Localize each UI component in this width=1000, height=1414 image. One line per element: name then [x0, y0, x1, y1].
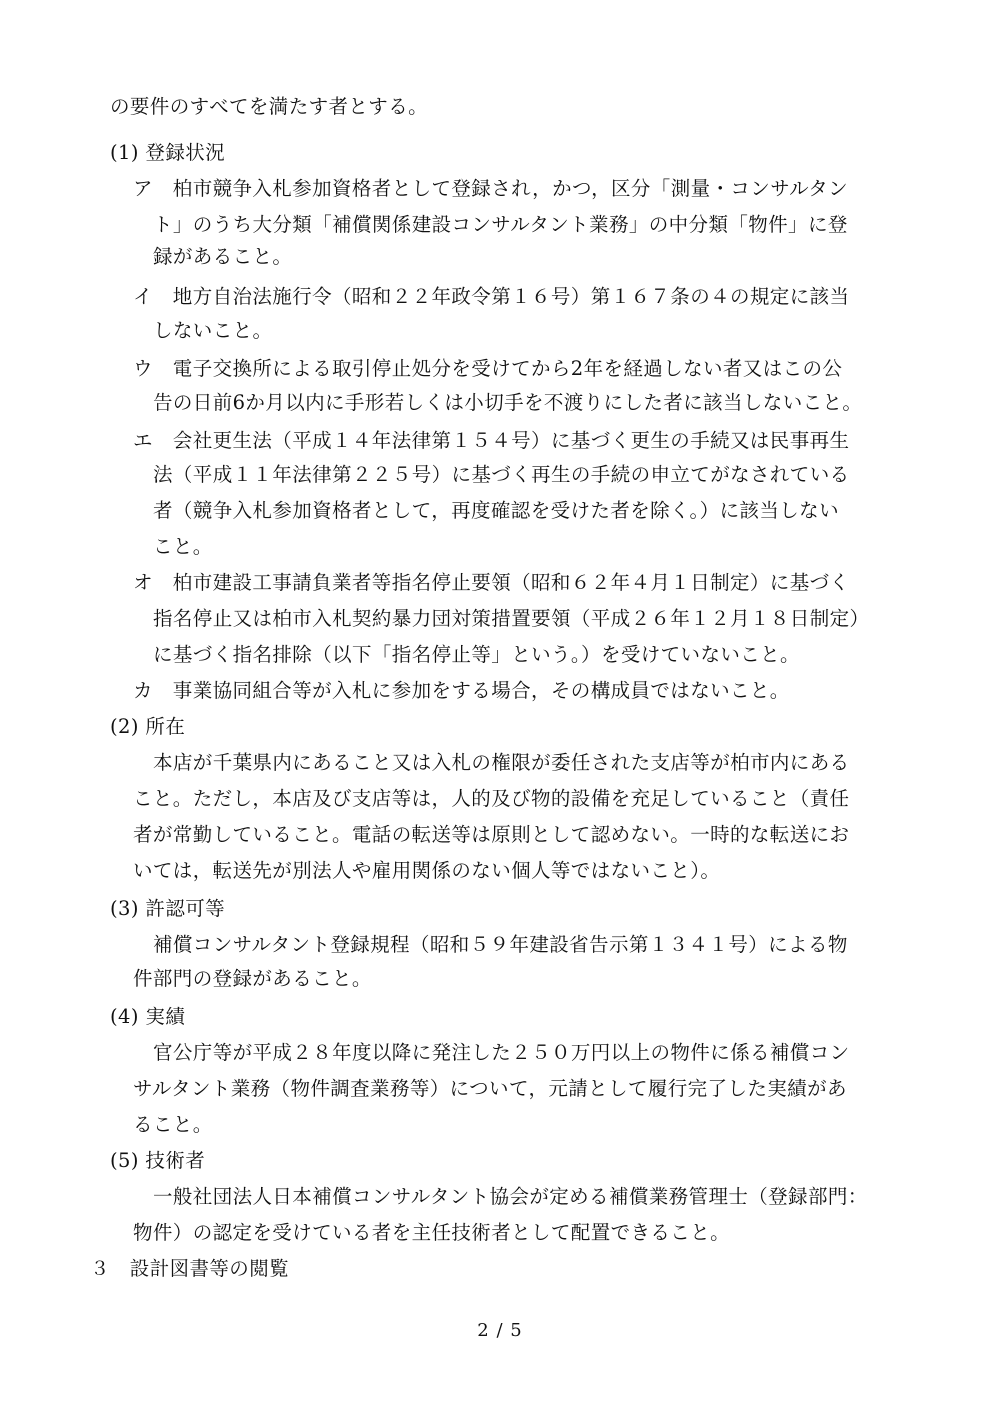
text-line-s1-i-1: イ 地方自治法施行令（昭和２２年政令第１６号）第１６７条の４の規定に該当: [133, 285, 850, 308]
text-line-s3-1: 補償コンサルタント登録規程（昭和５９年建設省告示第１３４１号）による物: [153, 933, 848, 956]
text-line-s1-e-2: 法（平成１１年法律第２２５号）に基づく再生の手続の申立てがなされている: [153, 463, 850, 486]
text-line-s3-2: 件部門の登録があること。: [133, 967, 372, 990]
text-line-s1-heading: (1) 登録状況: [110, 141, 226, 164]
text-line-s3-heading: (3) 許認可等: [110, 897, 226, 920]
text-line-s4-1: 官公庁等が平成２８年度以降に発注した２５０万円以上の物件に係る補償コン: [153, 1041, 850, 1064]
text-line-s1-a-2: ト」のうち大分類「補償関係建設コンサルタント業務」の中分類「物件」に登: [153, 213, 848, 236]
text-line-s1-o-3: に基づく指名排除（以下「指名停止等」という。）を受けていないこと。: [153, 643, 800, 666]
text-line-s2-2: こと。ただし，本店及び支店等は，人的及び物的設備を充足していること（責任: [133, 787, 850, 810]
text-line-s4-3: ること。: [133, 1113, 213, 1136]
text-line-s1-i-2: しないこと。: [153, 319, 273, 342]
text-line-s1-o-2: 指名停止又は柏市入札契約暴力団対策措置要領（平成２６年１２月１８日制定）: [153, 607, 870, 630]
text-line-s1-e-1: エ 会社更生法（平成１４年法律第１５４号）に基づく更生の手続又は民事再生: [133, 429, 850, 452]
text-line-s1-e-3: 者（競争入札参加資格者として，再度確認を受けた者を除く。）に該当しない: [153, 499, 839, 522]
text-line-s4-heading: (4) 実績: [110, 1005, 186, 1028]
text-line-s2-3: 者が常勤していること。電話の転送等は原則として認めない。一時的な転送にお: [133, 823, 850, 846]
text-line-s5-heading: (5) 技術者: [110, 1149, 206, 1172]
text-line-s1-u-2: 告の日前6か月以内に手形若しくは小切手を不渡りにした者に該当しないこと。: [153, 391, 863, 414]
text-line-s2-heading: (2) 所在: [110, 715, 186, 738]
text-line-s1-ka-1: カ 事業協同組合等が入札に参加をする場合，その構成員ではないこと。: [133, 679, 790, 702]
text-line-s1-o-1: オ 柏市建設工事請負業者等指名停止要領（昭和６２年４月１日制定）に基づく: [133, 571, 850, 594]
text-line-s5-2: 物件）の認定を受けている者を主任技術者として配置できること。: [133, 1221, 731, 1244]
text-line-s2-1: 本店が千葉県内にあること又は入札の権限が委任された支店等が柏市内にある: [153, 751, 850, 774]
text-line-s4-2: サルタント業務（物件調査業務等）について，元請として履行完了した実績があ: [133, 1077, 847, 1100]
text-line-s5-1: 一般社団法人日本補償コンサルタント協会が定める補償業務管理士（登録部門：: [153, 1185, 868, 1208]
page-number: 2 / 5: [477, 1320, 523, 1341]
text-line-s1-e-4: こと。: [153, 535, 213, 558]
text-line-s1-a-3: 録があること。: [153, 245, 293, 268]
text-line-s1-u-1: ウ 電子交換所による取引停止処分を受けてから2年を経過しない者又はこの公: [133, 357, 843, 380]
text-line-sec3-heading: ３ 設計図書等の閲覧: [90, 1257, 290, 1280]
text-line-s1-a-1: ア 柏市競争入札参加資格者として登録され，かつ，区分「測量・コンサルタン: [133, 177, 849, 200]
text-line-s2-4: いては，転送先が別法人や雇用関係のない個人等ではないこと）。: [133, 859, 721, 882]
text-line-intro: の要件のすべてを満たす者とする。: [110, 95, 429, 118]
